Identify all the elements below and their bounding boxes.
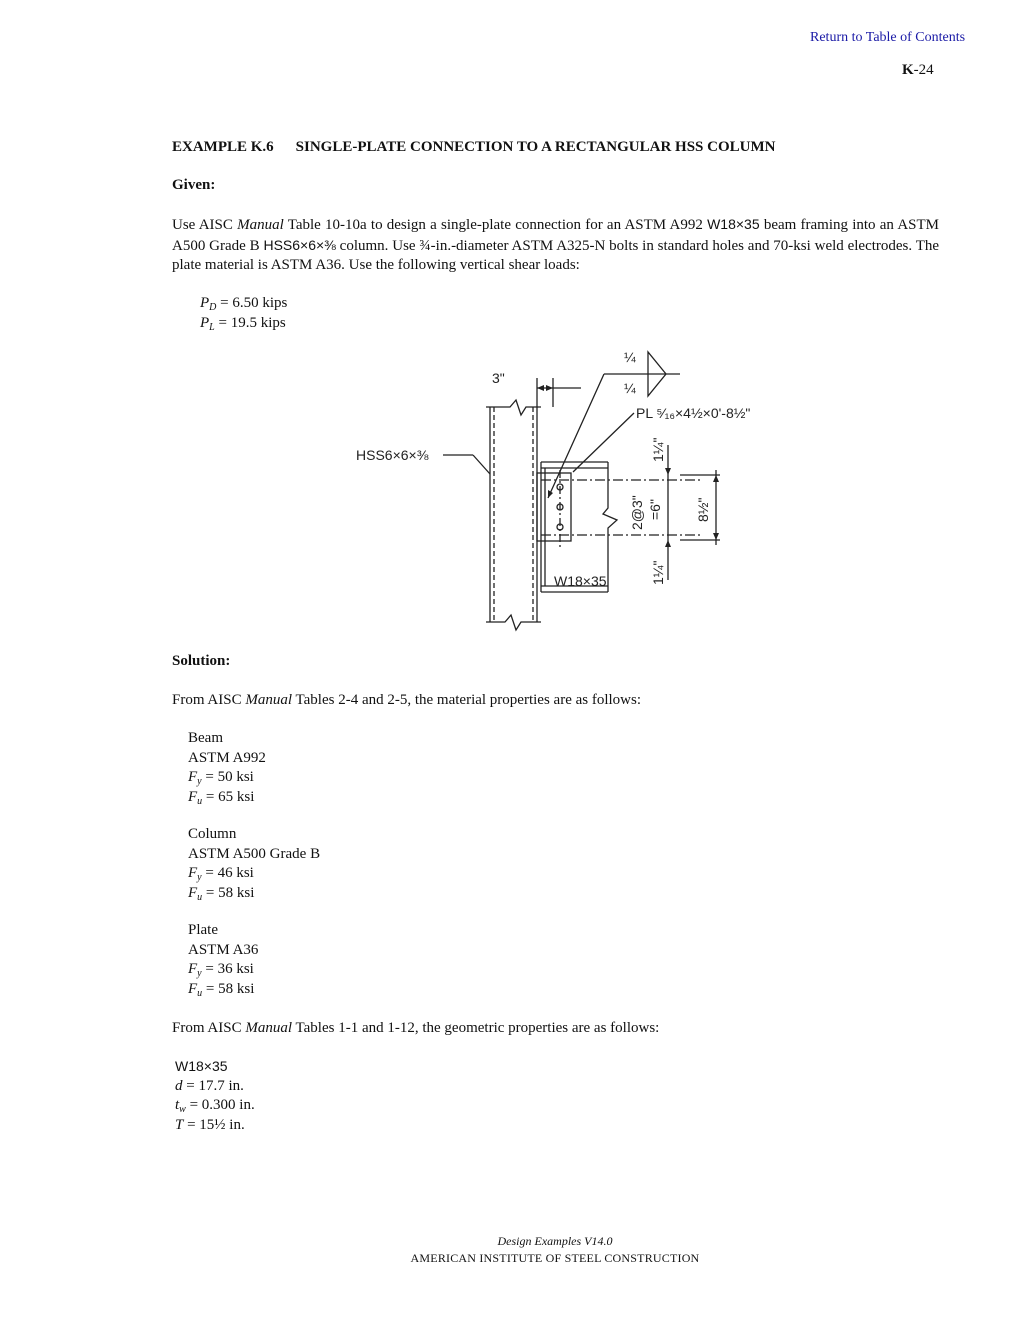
bolt-spacing-a: 2@3" (629, 495, 645, 530)
plate-label: PL ⁵⁄₁₆×4½×0'-8½" (636, 405, 751, 421)
connection-detail-drawing (340, 340, 770, 640)
weld-size-top: ¼ (624, 349, 636, 365)
beam-label: W18×35 (554, 573, 607, 589)
footer-publisher: AMERICAN INSTITUTE OF STEEL CONSTRUCTION (410, 1251, 700, 1265)
bolt-spacing-b: =6" (647, 499, 663, 520)
section-properties: W18×35 d = 17.7 in. $t_w = 0.300$ in. T = 15½ in. (175, 1058, 255, 1133)
material-intro: From AISC Manual Tables 2-4 and 2-5, the material properties are as follows: (172, 692, 642, 708)
plate-properties: Plate ASTM A36 $F_y = 36$ ksi $F_u = 58$ ksi (188, 922, 259, 999)
given-paragraph: Use AISC Manual Table 10-10a to design a single-plate connection for an ASTM A992 W18×35 beam framing into an ASTM A500 Grade B HSS6×6×⅜ column. Use ¾-in.-diameter ASTM A325-N bolts in standard holes and 70-ksi weld electrodes. The plate material is ASTM A36. Use the following vertical shear loads: (172, 216, 940, 274)
dimension-3in: 3" (492, 370, 505, 386)
column-properties: Column ASTM A500 Grade B $F_y = 46$ ksi $F_u = 58$ ksi (188, 826, 321, 903)
edge-dist-bottom: 1¼" (650, 560, 666, 585)
page-number: K-24 (902, 62, 934, 78)
example-heading: SINGLE-PLATE CONNECTION TO A RECTANGULAR HSS COLUMN (295, 139, 776, 155)
beam-properties: Beam ASTM A992 $F_y = 50$ ksi $F_u = 65$ ksi (188, 730, 266, 807)
load-live: $P_L = 19.5$ kips (200, 314, 286, 333)
footer-edition: Design Examples V14.0 (497, 1234, 613, 1248)
given-heading: Given: (172, 177, 216, 193)
column-label: HSS6×6×⅜ (356, 447, 429, 463)
load-list (200, 294, 287, 333)
load-dead: $P_D = 6.50$ kips (200, 295, 288, 313)
return-to-toc-link[interactable]: Return to Table of Contents (810, 30, 966, 45)
example-title (172, 139, 775, 156)
plate-height: 8½" (695, 497, 711, 522)
weld-size-bottom: ¼ (624, 380, 636, 396)
edge-dist-top: 1¼" (650, 437, 666, 462)
example-number: EXAMPLE K.6 (172, 139, 274, 155)
solution-heading: Solution: (172, 653, 231, 669)
geometric-intro: From AISC Manual Tables 1-1 and 1-12, the geometric properties are as follows: (172, 1020, 660, 1036)
